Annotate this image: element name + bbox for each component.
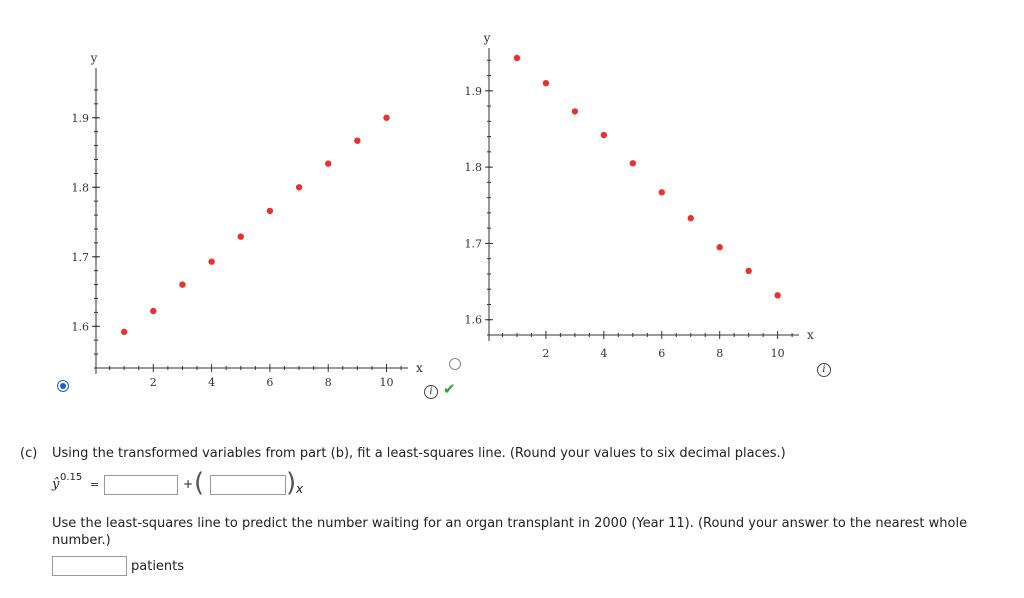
plus-sign: + — [183, 477, 194, 491]
option-1-x-tick-label: 4 — [208, 376, 216, 389]
option-1-y-tick-label: 1.6 — [71, 320, 89, 334]
option-2-x-tick-label: 2 — [542, 347, 550, 360]
equals-sign: = — [90, 478, 100, 491]
option-1-scatter-chart — [60, 40, 430, 400]
option-2-info-icon[interactable]: i — [817, 363, 831, 377]
option-1-data-point — [354, 137, 360, 143]
option-2-data-point — [688, 215, 694, 221]
option-1-x-tick-label: 10 — [379, 376, 394, 389]
option-1-data-point — [121, 329, 127, 335]
option-2-data-point — [630, 160, 636, 166]
open-paren: ( — [194, 468, 205, 498]
slope-input[interactable] — [210, 475, 286, 495]
option-1-checkmark-icon: ✔ — [443, 380, 456, 398]
option-1-data-point — [267, 208, 273, 214]
option-2-x-tick-label: 8 — [716, 347, 724, 360]
prediction-question: Use the least-squares line to predict the number waiting for an organ transplant in 2000 (Year 11). (Round your answer to the nearest whole number.) — [52, 516, 968, 548]
intercept-input[interactable] — [104, 475, 178, 495]
option-1-y-tick-label: 1.7 — [71, 250, 89, 264]
option-2-x-tick-label: 4 — [600, 347, 608, 360]
exponent: 0.15 — [60, 472, 83, 483]
option-2-y-tick-label: 1.6 — [464, 313, 482, 327]
option-1-info-icon[interactable]: i — [424, 385, 438, 399]
option-1-y-tick-label: 1.9 — [71, 111, 89, 125]
option-2-x-tick-label: 10 — [770, 347, 785, 360]
option-2-data-point — [514, 55, 520, 61]
option-2-x-axis-label: x — [807, 328, 814, 342]
part-c-question: Using the transformed variables from part (b), fit a least-squares line. (Round your values to six decimal places.) — [52, 446, 786, 461]
option-2-data-point — [543, 80, 549, 86]
option-2-data-point — [572, 108, 578, 114]
option-1-data-point — [208, 258, 214, 264]
option-1-data-point — [383, 115, 389, 121]
option-1-data-point — [296, 184, 302, 190]
option-1-data-point — [238, 233, 244, 239]
option-1-data-point — [325, 160, 331, 166]
option-2-data-point — [716, 244, 722, 250]
x-variable: x — [296, 482, 304, 496]
option-2-y-tick-label: 1.9 — [464, 84, 482, 98]
option-1-y-tick-label: 1.8 — [71, 181, 89, 195]
option-2-data-point — [774, 292, 780, 298]
close-paren: ) — [286, 468, 297, 498]
option-1-y-axis-label: y — [90, 51, 98, 65]
prediction-input[interactable] — [52, 556, 127, 576]
option-2-y-tick-label: 1.8 — [464, 161, 482, 175]
option-2-data-point — [659, 189, 665, 195]
option-2-y-tick-label: 1.7 — [464, 237, 482, 251]
patients-unit: patients — [131, 559, 185, 574]
option-2-y-axis-label: y — [483, 31, 491, 45]
option-2-x-tick-label: 6 — [658, 347, 666, 360]
option-2-data-point — [601, 132, 607, 138]
y-hat-symbol: ŷ — [52, 477, 60, 492]
option-1-x-tick-label: 2 — [149, 376, 157, 389]
option-1-x-tick-label: 6 — [266, 376, 274, 389]
option-1-data-point — [150, 308, 156, 314]
option-1-x-tick-label: 8 — [324, 376, 332, 389]
part-c-label: (c) — [20, 446, 38, 461]
option-2-scatter-chart — [450, 20, 830, 375]
option-1-data-point — [179, 281, 185, 287]
option-2-data-point — [745, 268, 751, 274]
option-1-x-axis-label: x — [416, 361, 423, 375]
